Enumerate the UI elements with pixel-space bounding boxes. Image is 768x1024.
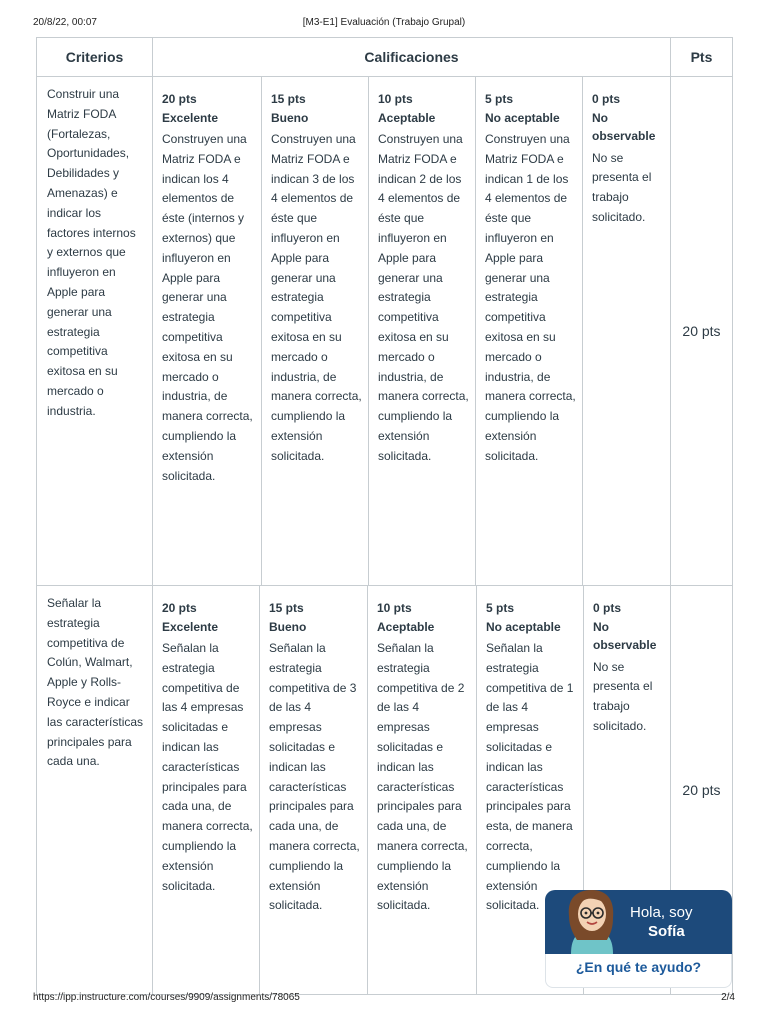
rating-points: 20 pts xyxy=(162,92,197,106)
rating-points: 0 pts xyxy=(593,601,622,615)
rating-points: 15 pts xyxy=(269,601,304,615)
criterion-description: Construir una Matriz FODA (Fortalezas, Oportunidades, Debilidades y Amenazas) e indicar los factores internos y externos que influyeron en Apple para generar una estrategia competitiva exitosa en su mercado o industria. xyxy=(37,77,153,586)
rating-points: 10 pts xyxy=(378,92,413,106)
rating-excelente xyxy=(153,586,260,994)
rating-no-observable xyxy=(583,77,671,585)
print-title: [M3-E1] Evaluación (Trabajo Grupal) xyxy=(302,17,466,28)
rating-points: 0 pts xyxy=(592,92,621,106)
print-date: 20/8/22, 00:07 xyxy=(33,17,97,28)
rating-title: Aceptable xyxy=(377,619,435,634)
criterion-description: Señalar la estrategia competitiva de Colún, Walmart, Apple y Rolls-Royce e indicar las características principales para cada una. xyxy=(37,586,153,995)
ratings-cell xyxy=(153,77,671,586)
rating-title: Bueno xyxy=(271,110,309,125)
rating-title: Excelente xyxy=(162,619,219,634)
rating-excelente xyxy=(153,77,262,585)
rating-points: 20 pts xyxy=(162,601,197,615)
header-pts: Pts xyxy=(671,38,733,77)
rating-title: No observable xyxy=(592,110,656,143)
rating-points: 5 pts xyxy=(486,601,515,615)
header-criterios: Criterios xyxy=(37,38,153,77)
criterion-points: 20 pts xyxy=(671,586,733,995)
ratings-list xyxy=(153,77,670,585)
chat-widget[interactable] xyxy=(545,890,732,988)
rating-title: Excelente xyxy=(162,110,219,125)
criterion-points: 20 pts xyxy=(671,77,733,586)
rating-bueno xyxy=(260,586,368,994)
rating-no-aceptable xyxy=(476,77,583,585)
criterion-row xyxy=(37,77,733,586)
rating-description: No se presenta el trabajo solicitado. xyxy=(592,150,652,224)
rating-description: Construyen una Matriz FODA e indican 1 de los 4 elementos de éste que influyeron en Apple para generar una estrategia competitiva exitosa en su mercado o industria, de manera correcta, cumpliendo la extensión solicitada. xyxy=(485,132,576,463)
rating-title: Bueno xyxy=(269,619,307,634)
rating-description: Señalan la estrategia competitiva de 1 de las 4 empresas solicitadas e indican las características principales para esta, de manera correcta, cumpliendo la extensión solicitada. xyxy=(486,641,574,913)
rating-points: 10 pts xyxy=(377,601,412,615)
rating-aceptable xyxy=(368,586,477,994)
rating-points: 15 pts xyxy=(271,92,306,106)
rating-title: No aceptable xyxy=(485,110,560,125)
rating-points: 5 pts xyxy=(485,92,514,106)
chat-assistant-name: Sofía xyxy=(648,923,685,940)
rating-bueno xyxy=(262,77,369,585)
rating-description: Construyen una Matriz FODA e indican los 4 elementos de éste (internos y externos) que influyeron en Apple para generar una estrategia competitiva exitosa en su mercado o industria, de manera correcta, cumpliendo la extensión solicitada. xyxy=(162,132,253,483)
header-calificaciones: Calificaciones xyxy=(153,38,671,77)
chat-greeting: Hola, soy xyxy=(630,904,693,921)
rating-title: No observable xyxy=(593,619,657,652)
print-url: https://ipp.instructure.com/courses/9909/assignments/78065 xyxy=(33,992,300,1003)
rubric-header-row xyxy=(37,38,733,77)
rating-description: Señalan la estrategia competitiva de 3 de las 4 empresas solicitadas e indican las características principales para cada una, de manera correcta, cumpliendo la extensión solicitada. xyxy=(269,641,360,913)
chat-prompt-link[interactable]: ¿En qué te ayudo? xyxy=(575,959,702,975)
rating-description: Señalan la estrategia competitiva de las 4 empresas solicitadas e indican las características principales para cada una, de manera correcta, cumpliendo la extensión solicitada. xyxy=(162,641,253,893)
rating-description: Construyen una Matriz FODA e indican 2 de los 4 elementos de éste que influyeron en Apple para generar una estrategia competitiva exitosa en su mercado o industria, de manera correcta, cumpliendo la extensión solicitada. xyxy=(378,132,469,463)
assistant-avatar-icon xyxy=(557,886,627,954)
rating-description: Señalan la estrategia competitiva de 2 de las 4 empresas solicitadas e indican las características principales para cada una, de manera correcta, cumpliendo la extensión solicitada. xyxy=(377,641,468,913)
page-number: 2/4 xyxy=(721,992,735,1003)
rating-aceptable xyxy=(369,77,476,585)
rating-description: No se presenta el trabajo solicitado. xyxy=(593,659,653,733)
rubric-table xyxy=(36,37,733,995)
rating-title: No aceptable xyxy=(486,619,561,634)
rating-title: Aceptable xyxy=(378,110,436,125)
rating-description: Construyen una Matriz FODA e indican 3 de los 4 elementos de éste que influyeron en Apple para generar una estrategia competitiva exitosa en su mercado o industria, de manera correcta, cumpliendo la extensión solicitada. xyxy=(271,132,362,463)
